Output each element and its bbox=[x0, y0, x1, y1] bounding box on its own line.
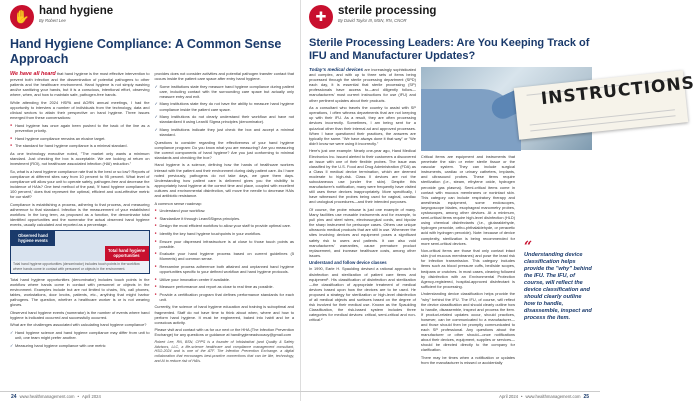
footer-site-right: www.healthmanagement.com bbox=[525, 394, 581, 399]
paragraph: Of course, the probe misuse is just one example of many. Many facilities use reusable instruments and for example, to pull pins and steel wires, electrosurgical cords, and bipolar the sharp instrument for periscope cases. Others use unique ultrasonic medical products that are still in use. Whenever the sites involving devices and equipment poses a significant safety risk to users and patients. It can also void manufacturers' warranties, cause premature product replacement, and increase healthcare costs, among other issues. bbox=[309, 206, 416, 258]
denominator-bar bbox=[11, 246, 105, 261]
list-item: ● Measure performance and report as close to real time as possible. bbox=[155, 284, 295, 289]
left-page bbox=[0, 0, 300, 401]
list-item: ✓ Measuring hand hygiene compliance with one metric bbox=[10, 343, 150, 348]
paragraph: A common sense roadmap: bbox=[154, 200, 202, 206]
paragraph: What are the challenges associated with calculating hand hygiene compliance? bbox=[10, 322, 147, 328]
paragraph: So, what is a hand hygiene compliance rate that is the best or so low? Reports of compliance at different sites vary from 10 percent to 95 percent. What level of compliance will allow your unit to operate safely, pathogen-free and decrease the incidence of HAIs? One best method of the past, 'if hand hygiene compliance is 100 percent,' does that represent the optimal, efficient and cost-effective metric for our staff? bbox=[10, 168, 150, 199]
list-item: ● Hand hygiene has once again been pushed to the back of the line as a prevention priority. bbox=[10, 123, 150, 133]
paragraph: Understanding device classification helps provide the "why" behind the IFU. The IFU, of course, will reflect the device classification and should clearly outline how to handle, disassemble, inspect and process the item. If product-related updates occur, should practices, however, can be communicated to a manufacturer—and those should then be promptly communicated to each SP professional. Any questions about the manufacturer or other should—once notifications about their devices, equipment, supplies or services—should be directed directly to the company for clarification. bbox=[420, 291, 516, 353]
paragraph: Non-critical items are those that only contact intact skin (not mucous membranes) and pose the least risk for infection transmission. This category includes items such as blood pressure cuffs, bed/side scopes, bedpans or crutches. In most cases, cleaning followed by disinfection with an Environmental Protection Agency-registered, hospital-approved disinfectant is sufficient for processing. bbox=[420, 248, 515, 289]
paragraph: As a consultant who travels the country to assist with SP operations, I often witness departments that are not keeping up with their IFU. As a result, they are often processing devices incorrectly. Sometimes, I am being sent for a quizzical other than their internal ad and approved processes. When I have questioned their practices, the answers are typically the same. "We have always done it that way" or "We didn't know we were using it incorrectly." bbox=[309, 105, 416, 146]
footer-date-right: April 2024 bbox=[499, 394, 519, 399]
paragraph: Observed hand hygiene events (numerator) is the number of events where hand hygiene is indicated occurred and successfully occurred. bbox=[10, 309, 150, 320]
column-1 bbox=[10, 71, 150, 366]
footer-date-left: April 2024 bbox=[81, 394, 101, 399]
numerator-bar bbox=[55, 231, 149, 246]
paragraph: Total hand hygiene opportunities (denominator) includes touch points in the workflow where hands come in contact with personnel or objects in the environment. Examples include but are not limited to chairs, IVs, call phones, tables, workstations, door knobs, patients, etc., anything that might harbor pathogens. The question, whether a healthcare worker is or is not wearing gloves. bbox=[10, 276, 150, 308]
paragraph: Questions to consider regarding the effectiveness of your hand hygiene compliance program: Do you know what you are measuring? Are you measuring the correct components of hand hygiene? Are you just conforming to minimal standards and checking the box? bbox=[154, 139, 294, 160]
list-item: ● Understand your workflow. bbox=[155, 208, 295, 213]
column-name: sterile processing bbox=[338, 5, 437, 17]
denominator-label: Total hand hygiene opportunities bbox=[105, 246, 149, 261]
article-columns bbox=[309, 67, 696, 368]
paragraph: While attending the 2024 HSPA and AORN annual meetings, I had the opportunity to interview a number of individuals from the technology, data and clinical sectors to attain their perspective on hand hygiene. Three issues emerged from these conversations: bbox=[10, 99, 150, 121]
compliance-formula-figure bbox=[10, 230, 150, 274]
instructions-paper bbox=[514, 70, 696, 139]
photo-text: INSTRUCTIONS bbox=[539, 73, 696, 110]
article-headline: Hand Hygiene Compliance: A Common Sense Approach bbox=[10, 37, 282, 66]
figure-caption: Total hand hygiene opportunities (denominator) includes touch points in the workflow where hands come in contact with personnel or objects in the environment. bbox=[11, 261, 149, 273]
list-item: ● Identify the key hand hygiene touchpoints in your workflow. bbox=[155, 231, 295, 236]
sterile-icon: ✚ bbox=[309, 5, 333, 29]
list-item: ● Evaluate your hand hygiene process based on current guidelines (5 Moments) and common sense. bbox=[155, 251, 295, 261]
column-1 bbox=[309, 67, 416, 368]
pull-quote-text: Understanding device classification helps provide the "why" behind the IFU. The IFU, of course, will reflect the device classification and should clearly outline how to handle, disassemble, inspect and process the item. bbox=[524, 252, 592, 321]
paragraph: Compliance is establishing a process, adhering to that process, and measuring adherence to that standard. Infection is the measurement of your established workflow. In the long term, as proposed as a function, the denominator total identified opportunities and the numerator the actual observed hand hygiene events, usually calculated and reported as a percentage. bbox=[10, 201, 150, 227]
list-item: ● Provide a certification program that defines performance standards for each unit. bbox=[155, 292, 295, 302]
paragraph: There may be times when a notification or updates from the manufacturer is missed or accidentally bbox=[420, 355, 515, 366]
paragraph: Today's medical devices are increasingly sophisticated and complex, and with up to three sets of items being processed through the sterile processing department (SPD) each day, it is essential that sterile processing (SP) professionals have access to—and diligently follow—manufacturers' most current instructions for use (IFU) and other pertinent updates about their products. bbox=[309, 67, 416, 103]
list-item: ● Utilize your innovation center if available. bbox=[155, 277, 295, 282]
denominator-row bbox=[11, 246, 149, 261]
right-column-header bbox=[309, 5, 592, 35]
list-item: ✓ Hand hygiene science and hand hygiene compliance may differ from unit to unit, one team might prefer another. bbox=[10, 330, 150, 340]
list-item: ● Standardize it through Lean/6Sigma principles. bbox=[155, 216, 295, 221]
list-item: ✓ Some institutions state they measure hand hygiene compliance during patient care, including contact with the surrounding care space but actually only measure entry and exit. bbox=[155, 84, 295, 99]
list-item: ● Hand hygiene compliance remains an elusive target. bbox=[10, 136, 150, 141]
numerator-row bbox=[11, 231, 149, 246]
left-column-header bbox=[10, 5, 294, 35]
list-item: ✓ Many institutions do not clearly understand their workflow and have not standardized it using Lean/6 Sigma principles (denominator). bbox=[155, 114, 295, 124]
lead-in: Today's medical devices bbox=[309, 67, 364, 72]
hands-icon: ✋ bbox=[10, 5, 34, 29]
paragraph: Currently, the science of hand hygiene education and training is suboptimal and fragmented. Staff do not have time to think about when, where and how to perform hand hygiene. It must be engineered, baked into habit and be a conscious activity. bbox=[154, 304, 294, 325]
lead-in: We have all heard bbox=[10, 71, 56, 77]
paragraph: Please visit and contact with us for our next or the HHA (The Infection Prevention Exchange) for any questions or guidance at handhygieneadvocacy@gmail.com bbox=[154, 327, 294, 338]
paragraph: provides does not consider activities and potential pathogen transfer contact that occurs inside the patient care space after entry hand hygiene. bbox=[154, 71, 294, 82]
list-item: ● Design the most efficient workflow to allow your staff to provide optimal care. bbox=[155, 223, 295, 228]
column-name: hand hygiene bbox=[39, 5, 114, 17]
byline: By David Taylor III, MSN, RN, CNOR bbox=[338, 18, 407, 23]
list-item: ● The standard for hand hygiene compliance is a minimal standard. bbox=[10, 143, 150, 148]
paragraph: As one technology executive noted, "The market only wants a minimum standard. Just checking the box is acceptable. We are looking at return on investment (ROI), not healthcare associated infection (HAI) reduction." bbox=[10, 150, 150, 166]
paragraph: Hand hygiene is a science, defining how the hands of healthcare workers interact with the patient and their environment during daily patient care. As I have noted previously, pathogens do not take days, we gave them days. Understanding how patient care is delivered gives you the visibility to appropriately hand hygiene at the correct time and place, coupled with excellent cultures and environmental disinfection, will move the needle to decrease HAIs and antibiotic resistance. bbox=[154, 162, 294, 198]
author-bio: Robert Lee, RN, BSN, CPPS is a founder of Infolabsthat (and Quality & Safety Advisors, LLC, a life-science healthcare and compliance management consultant, HSO-2024 and is one of the ATF. The Infection Prevention Exchange. a digital collaboration that encourages best-practice connections that can be like, technology, and AI to reduce risk of HAIs. bbox=[154, 340, 294, 363]
byline: By Robert Lee bbox=[39, 18, 66, 23]
page-number-left: 24 bbox=[11, 393, 17, 400]
quote-icon: “ bbox=[524, 239, 533, 255]
article-headline: Sterile Processing Leaders: Are You Keeping Track of IFU and Manufacturer Updates? bbox=[309, 37, 590, 62]
article-columns bbox=[10, 71, 294, 366]
right-page bbox=[300, 0, 696, 401]
instructions-photo bbox=[421, 67, 696, 150]
footer-site-left: www.healthmanagement.com bbox=[19, 394, 75, 399]
list-item: ✓ Many institutions state they do not have the ability to measure hand hygiene compliance inside the patient care space. bbox=[155, 101, 295, 111]
section-subhead: Understand and follow device classes bbox=[309, 260, 387, 266]
list-item: ● Reexamine process adherence both attained and unplanned hand hygiene opportunities specific to your defined workflow and hand hygiene protocols. bbox=[155, 264, 295, 274]
column-2 bbox=[155, 71, 295, 366]
numerator-label: Observed hand hygiene events bbox=[11, 231, 55, 246]
paragraph: In 1990, Earle H. Spaulding devised a rational approach to disinfection and sterilization of patient care items and equipment¹. His classification of disinfection and sterilization—the classification of appropriate treatment of medical devices based upon how the devices are to be used. He proposed a strategy for sterilization or high-level disinfection of all medical objects and surfaces based on the degree of risk involved for their medical use. Known as the Spaulding Classification, the risk-based system includes three categories for medical devices: critical, semi-critical and non-critical.² bbox=[309, 266, 416, 323]
paragraph: Critical items are equipment and instruments that penetrate the skin or enter sterile tissue or the vascular system. They can include surgical instruments, cardiac or urinary catheters, implants, and ultrasound probes. These items require sterilization (i.e., steam, ethylene oxide, hydrogen peroxide gas plasma). Semi-critical items come in contact with mucous membranes or nonintact skin. This category can include respiratory therapy and anesthesia equipment, some endoscopes, laryngoscope blades, esophageal manometry probes, cystoscopes, among other devices. At a minimum, semi-critical items require high-level disinfection (HLD) using chemical disinfectants (i.e., glutaraldehyde, hydrogen peroxide, ortho-phthalaldehyde, or peracetic acid with hydrogen peroxide). Note: because of device complexity, sterilization is being recommended for more semi-critical devices. bbox=[420, 154, 515, 246]
list-item: ● Ensure your dispensed infrastructure is at close to those touch points as possible. bbox=[155, 239, 295, 249]
page-footer: 24 www.healthmanagement.com • April 2024 April 2024 • www.healthmanagement.com 25 bbox=[0, 391, 600, 401]
paragraph: We have all heard that hand hygiene is the most effective intervention to prevent both infection and the dissemination of potential pathogens to other patients and the healthcare environment. Hand hygiene is not simply washing and/or sanitizing your hands, but it is a conscious, intentional effort, observing where, when, and how to maintain safe, pathogen-free hands. bbox=[10, 71, 150, 98]
list-item: ✓ Many institutions indicate they just check the box and accept a minimal standard. bbox=[155, 127, 295, 137]
pull-quote bbox=[524, 239, 592, 322]
page-number-right: 25 bbox=[583, 393, 589, 400]
paragraph: Here's just one example: Nearly one-year ago, Hand Medical Electronics Inc. issued alerted to their customers a discovered an issue with one of their flexible probes. The issue was classified by the U.S. Food and Drug Administration (FDA) as a Class II medical device termination, which are deemed moderate to high-risk. Class II devices are not the subcutaneous use (under the skin). Despite this manufacturer's notification, many were frequently have visited still uses these devices inappropriately. More specifically, I have witnessed the probes being used for vaginal, cardiac and urological procedures—and their intended purposes. bbox=[309, 148, 416, 205]
column-2 bbox=[420, 67, 696, 368]
